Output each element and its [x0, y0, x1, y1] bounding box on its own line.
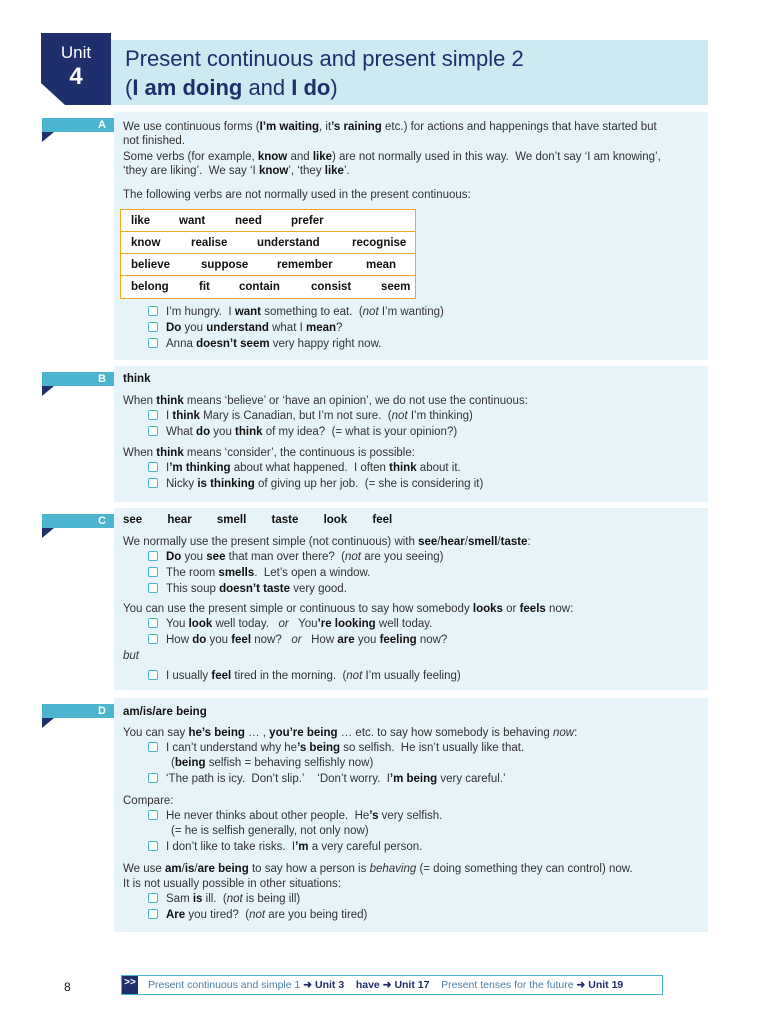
- verb-table-row: [121, 232, 415, 254]
- text-line: not finished.: [123, 135, 186, 147]
- checkbox-bullet-icon: [148, 810, 158, 820]
- checkbox-bullet-icon: [148, 773, 158, 783]
- verb-cell: understand: [257, 236, 320, 249]
- checkbox-bullet-icon: [148, 478, 158, 488]
- tab-corner-decoration: [42, 386, 54, 396]
- verb-cell: mean: [366, 258, 397, 271]
- example: Nicky is thinking of giving up her job. (= she is considering it): [148, 477, 483, 491]
- verb-table-row: [121, 254, 415, 276]
- title-bar: [111, 40, 708, 105]
- text-line: It is not usually possible in other situations:: [123, 878, 341, 890]
- verb-cell: recognise: [352, 236, 407, 249]
- example: The room smells. Let’s open a window.: [148, 566, 370, 580]
- verb-cell: prefer: [291, 214, 324, 227]
- example: This soup doesn’t taste very good.: [148, 582, 347, 596]
- text-line: Compare:: [123, 795, 174, 807]
- example: I think Mary is Canadian, but I’m not sure. (not I’m thinking): [148, 409, 473, 423]
- checkbox-bullet-icon: [148, 909, 158, 919]
- verb-cell: need: [235, 214, 262, 227]
- verb-cell: suppose: [201, 258, 249, 271]
- example: He never thinks about other people. He’s very selfish.: [148, 809, 442, 823]
- section-d: [98, 698, 708, 932]
- checkbox-bullet-icon: [148, 634, 158, 644]
- example: Sam is ill. (not is being ill): [148, 892, 300, 906]
- section-heading: am/is/are being: [123, 706, 207, 718]
- checkbox-bullet-icon: [148, 893, 158, 903]
- verb-cell: consist: [311, 281, 352, 293]
- cross-reference-icon: >>: [122, 976, 138, 994]
- text-line: When think means ‘consider’, the continuous is possible:: [123, 447, 415, 459]
- heading-verb: smell: [216, 514, 247, 526]
- example: Anna doesn’t seem very happy right now.: [148, 337, 381, 351]
- text-line: We use am/is/are being to say how a person is behaving (= doing something they can control) now.: [123, 863, 633, 875]
- verb-cell: belong: [131, 281, 169, 293]
- unit-corner-decoration: [41, 83, 65, 105]
- text-line: but: [123, 650, 139, 662]
- example-note: (= he is selfish generally, not only now): [171, 825, 369, 837]
- unit-number: 4: [69, 63, 83, 90]
- page-title: Present continuous and present simple 2: [125, 46, 524, 71]
- checkbox-bullet-icon: [148, 583, 158, 593]
- text-line: When think means ‘believe’ or ‘have an opinion’, we do not use the continuous:: [123, 395, 528, 407]
- section-letter: B: [98, 373, 106, 385]
- example: I don’t like to take risks. I’m a very careful person.: [148, 840, 422, 854]
- verb-cell: like: [131, 214, 151, 227]
- checkbox-bullet-icon: [148, 670, 158, 680]
- section-letter: D: [98, 705, 106, 717]
- checkbox-bullet-icon: [148, 742, 158, 752]
- checkbox-bullet-icon: [148, 841, 158, 851]
- verb-cell: want: [179, 214, 206, 227]
- heading-verb: feel: [372, 514, 393, 526]
- example: Are you tired? (not are you being tired): [148, 908, 367, 922]
- checkbox-bullet-icon: [148, 338, 158, 348]
- example: I’m thinking about what happened. I often think about it.: [148, 461, 461, 475]
- section-tab-b: [42, 372, 114, 386]
- text-line: We use continuous forms (I’m waiting, it’s raining etc.) for actions and happenings that have started but: [123, 121, 657, 133]
- tab-corner-decoration: [42, 718, 54, 728]
- checkbox-bullet-icon: [148, 462, 158, 472]
- text-line: The following verbs are not normally used in the present continuous:: [123, 189, 471, 201]
- example: Do you understand what I mean?: [148, 321, 342, 335]
- checkbox-bullet-icon: [148, 551, 158, 561]
- checkbox-bullet-icon: [148, 567, 158, 577]
- verb-cell: seem: [381, 281, 411, 293]
- example: ‘The path is icy. Don’t slip.’ ‘Don’t worry. I’m being very careful.’: [148, 772, 506, 786]
- heading-verb: hear: [167, 514, 192, 526]
- example: You look well today. or You’re looking well today.: [148, 617, 432, 631]
- section-tab-d: [42, 704, 114, 718]
- verb-cell: realise: [191, 236, 228, 249]
- section-letter: C: [98, 515, 106, 527]
- cross-reference-bar: [121, 975, 663, 995]
- checkbox-bullet-icon: [148, 410, 158, 420]
- heading-verb: taste: [271, 514, 299, 526]
- heading-verb: see: [123, 514, 143, 526]
- text-line: ‘they are liking’. We say ‘I know’, ‘they like’.: [123, 165, 350, 177]
- section-tab-c: [42, 514, 114, 528]
- example: I can’t understand why he’s being so selfish. He isn’t usually like that.: [148, 741, 524, 755]
- section-heading: [123, 514, 414, 526]
- section-b: [98, 366, 708, 502]
- cross-reference-text[interactable]: Present continuous and simple 1 ➜ Unit 3 have ➜ Unit 17 Present tenses for the future ➜ Unit 19: [148, 979, 624, 991]
- text-line: We normally use the present simple (not continuous) with see/hear/smell/taste:: [123, 536, 531, 548]
- example: How do you feel now? or How are you feeling now?: [148, 633, 447, 647]
- checkbox-bullet-icon: [148, 322, 158, 332]
- verb-table: [120, 209, 416, 299]
- unit-label: Unit: [60, 43, 92, 62]
- section-c: [98, 508, 708, 690]
- example: I usually feel tired in the morning. (not I’m usually feeling): [148, 669, 461, 683]
- section-a: [98, 112, 708, 360]
- example: Do you see that man over there? (not are you seeing): [148, 550, 443, 564]
- checkbox-bullet-icon: [148, 306, 158, 316]
- text-line: You can use the present simple or continuous to say how somebody looks or feels now:: [123, 603, 574, 615]
- tab-corner-decoration: [42, 132, 54, 142]
- tab-corner-decoration: [42, 528, 54, 538]
- verb-table-row: [121, 210, 415, 232]
- text-line: You can say he’s being … , you’re being … etc. to say how somebody is behaving now:: [123, 727, 578, 739]
- verb-cell: remember: [277, 258, 333, 271]
- verb-cell: fit: [199, 281, 210, 293]
- section-tab-a: [42, 118, 114, 132]
- example: What do you think of my idea? (= what is your opinion?): [148, 425, 457, 439]
- example: I’m hungry. I want something to eat. (not I’m wanting): [148, 305, 444, 319]
- verb-cell: know: [131, 236, 161, 249]
- section-heading: think: [123, 373, 151, 385]
- checkbox-bullet-icon: [148, 618, 158, 628]
- verb-cell: contain: [239, 281, 280, 293]
- section-letter: A: [98, 119, 106, 131]
- verb-table-row: [121, 276, 415, 298]
- checkbox-bullet-icon: [148, 426, 158, 436]
- verb-cell: believe: [131, 258, 170, 271]
- heading-verb: look: [323, 514, 348, 526]
- example-note: (being selfish = behaving selfishly now): [171, 757, 374, 769]
- page-subtitle: (I am doing and I do): [125, 75, 338, 100]
- page-number: 8: [64, 980, 71, 994]
- text-line: Some verbs (for example, know and like) are not normally used in this way. We don’t say ‘I am knowing’,: [123, 151, 661, 163]
